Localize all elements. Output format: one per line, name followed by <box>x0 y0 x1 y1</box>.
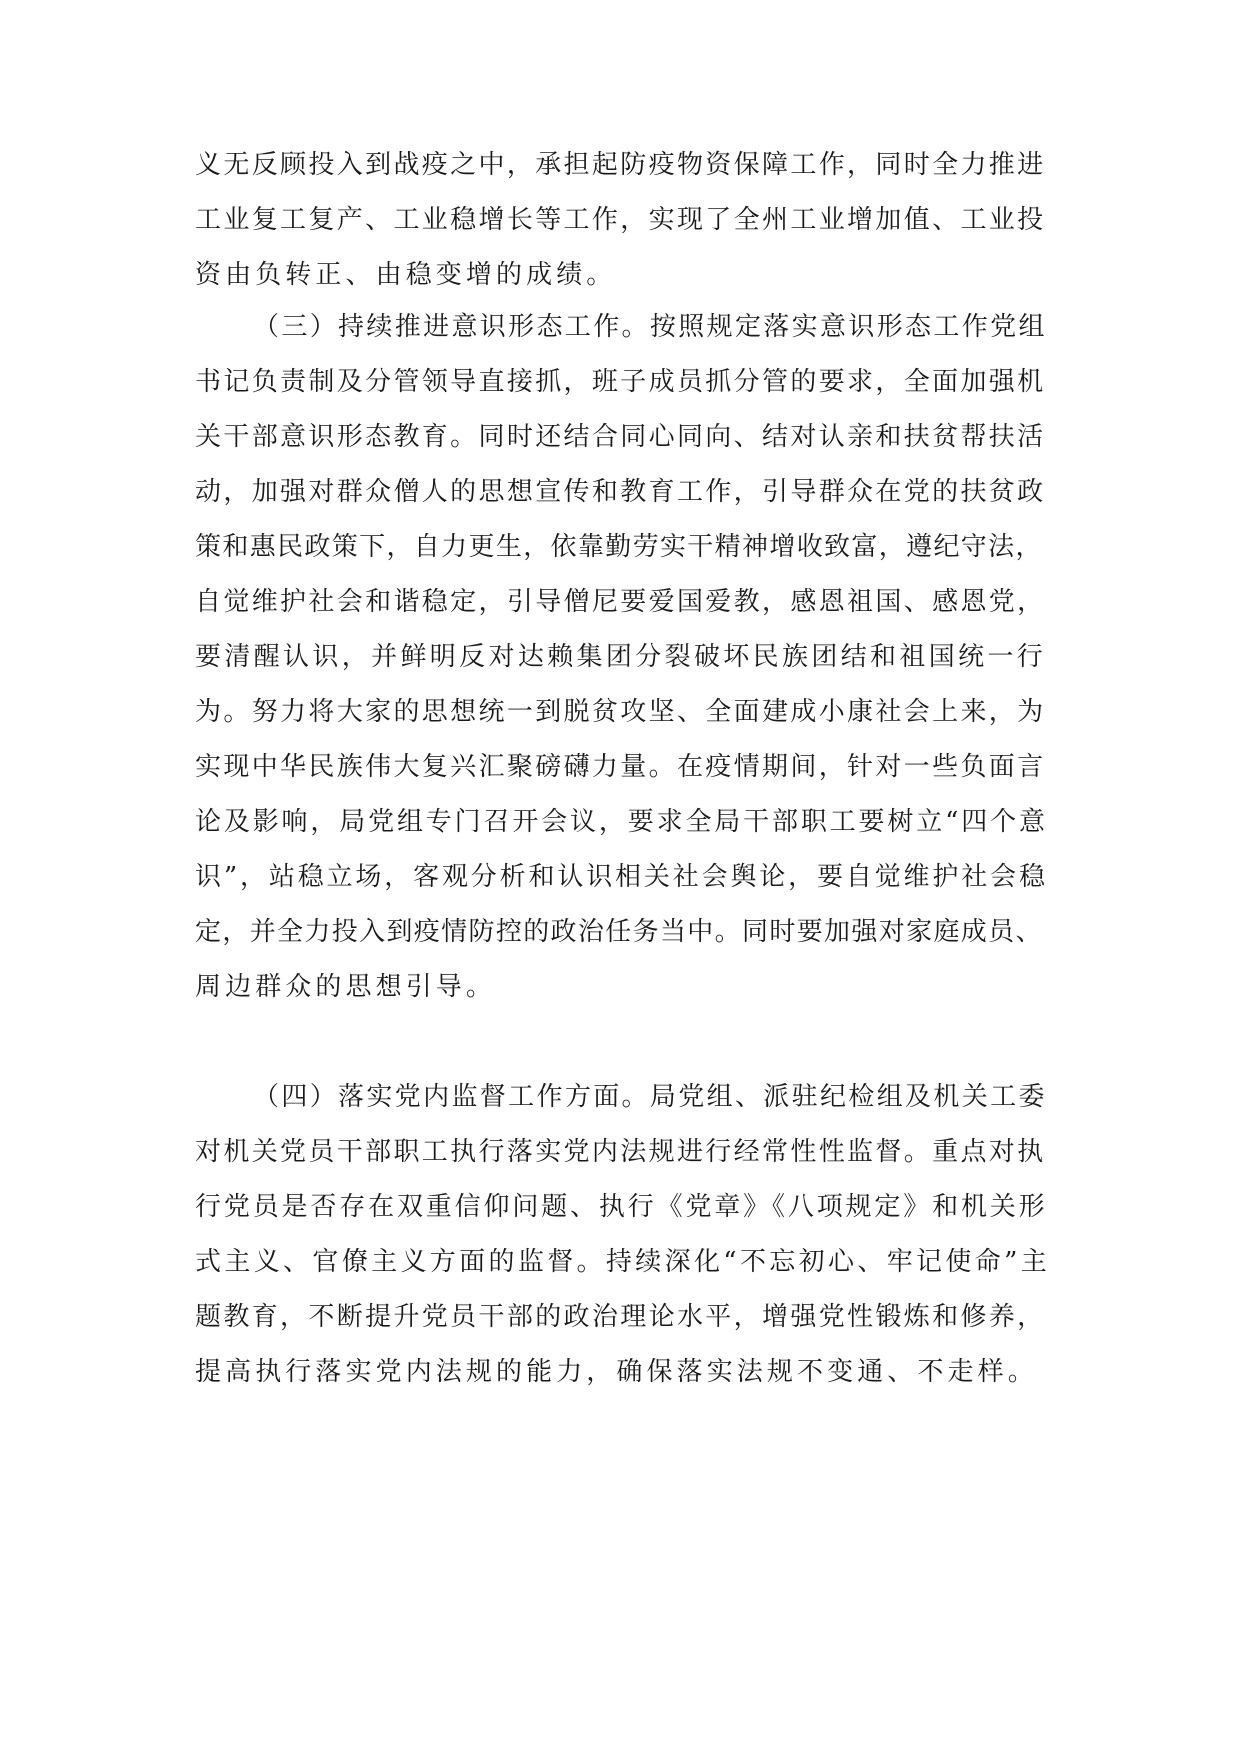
text-line: 论及影响，局党组专门召开会议，要求全局干部职工要树立“四个意 <box>195 807 1048 837</box>
text-line: 对机关党员干部职工执行落实党内法规进行经常性性监督。重点对执 <box>195 1137 1046 1167</box>
text-line: 识”，站稳立场，客观分析和认识相关社会舆论，要自觉维护社会稳 <box>195 862 1048 892</box>
text-line: 提高执行落实党内法规的能力，确保落实法规不变通、不走样。 <box>195 1357 1038 1387</box>
text-line: 周边群众的思想引导。 <box>195 972 497 1002</box>
text-line: 书记负责制及分管领导直接抓，班子成员抓分管的要求，全面加强机 <box>195 367 1046 397</box>
paragraph-2 <box>195 300 1050 1070</box>
text-line <box>195 1015 1050 1070</box>
paragraph-1 <box>195 138 1050 303</box>
text-line: 行党员是否存在双重信仰问题、执行《党章》《八项规定》和机关形 <box>195 1192 1048 1222</box>
text-line: （三）持续推进意识形态工作。按照规定落实意识形态工作党组 <box>253 312 1047 342</box>
text-line: （四）落实党内监督工作方面。局党组、派驻纪检组及机关工委 <box>253 1082 1047 1112</box>
text-line: 策和惠民政策下，自力更生，依靠勤劳实干精神增收致富，遵纪守法， <box>195 532 1043 562</box>
text-line: 题教育，不断提升党员干部的政治理论水平，增强党性锻炼和修养， <box>195 1302 1046 1332</box>
text-line: 要清醒认识，并鲜明反对达赖集团分裂破坏民族团结和祖国统一行 <box>195 642 1047 672</box>
text-line: 实现中华民族伟大复兴汇聚磅礴力量。在疫情期间，针对一些负面言 <box>195 752 1046 782</box>
text-line: 工业复工复产、工业稳增长等工作，实现了全州工业增加值、工业投 <box>195 205 1046 235</box>
text-line: 自觉维护社会和谐稳定，引导僧尼要爱国爱教，感恩祖国、感恩党， <box>195 587 1046 617</box>
paragraph-3 <box>195 1070 1050 1400</box>
text-line: 义无反顾投入到战疫之中，承担起防疫物资保障工作，同时全力推进 <box>195 150 1046 180</box>
text-line: 式主义、官僚主义方面的监督。持续深化“不忘初心、牢记使命”主 <box>195 1247 1051 1277</box>
text-line: 定，并全力投入到疫情防控的政治任务当中。同时要加强对家庭成员、 <box>195 917 1043 947</box>
text-line: 动，加强对群众僧人的思想宣传和教育工作，引导群众在党的扶贫政 <box>195 477 1046 507</box>
text-line: 关干部意识形态教育。同时还结合同心同向、结对认亲和扶贫帮扶活 <box>195 422 1046 452</box>
text-line: 资由负转正、由稳变增的成绩。 <box>195 260 617 290</box>
text-line: 为。努力将大家的思想统一到脱贫攻坚、全面建成小康社会上来，为 <box>195 697 1046 727</box>
